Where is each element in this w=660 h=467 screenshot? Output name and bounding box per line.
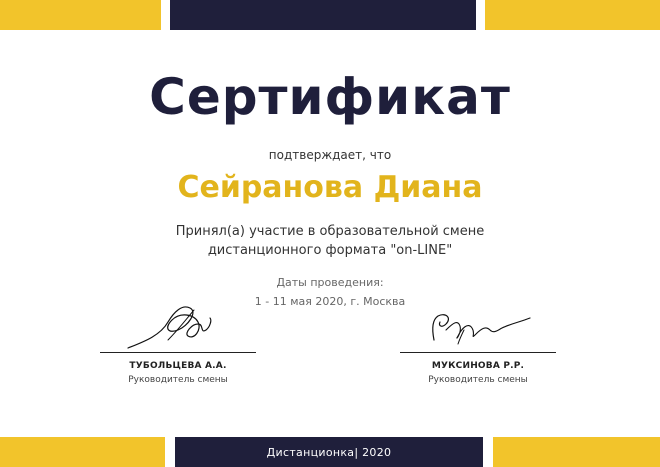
bottom-left-yellow-bar xyxy=(0,437,165,467)
recipient-name: Сейранова Диана xyxy=(177,170,483,205)
participation-description xyxy=(0,222,660,260)
signature-left-icon xyxy=(98,300,258,352)
signatory-left-role: Руководитель смены xyxy=(128,375,228,385)
footer-navy-bar xyxy=(175,437,483,467)
description-line-2: дистанционного формата "on-LINE" xyxy=(207,243,453,258)
top-right-yellow-bar xyxy=(485,0,660,30)
bottom-right-yellow-bar xyxy=(493,437,660,467)
signatory-left xyxy=(98,300,258,385)
signatory-right-name: МУКСИНОВА Р.Р. xyxy=(431,361,525,371)
dates-value: 1 - 11 мая 2020, г. Москва xyxy=(254,295,406,308)
signature-right-icon xyxy=(398,300,558,352)
dates-label: Даты проведения: xyxy=(276,276,384,289)
description-line-1: Принял(а) участие в образовательной смене xyxy=(175,224,485,239)
top-left-yellow-bar xyxy=(0,0,161,30)
signatory-left-name: ТУБОЛЬЦЕВА А.А. xyxy=(129,361,227,371)
signatory-right xyxy=(398,300,558,385)
confirms-text: подтверждает, что xyxy=(268,148,392,162)
top-center-navy-bar xyxy=(170,0,476,30)
signatory-right-role: Руководитель смены xyxy=(428,375,528,385)
footer-text: Дистанционка| 2020 xyxy=(266,445,392,459)
certificate-title: Сертификат xyxy=(149,68,511,126)
